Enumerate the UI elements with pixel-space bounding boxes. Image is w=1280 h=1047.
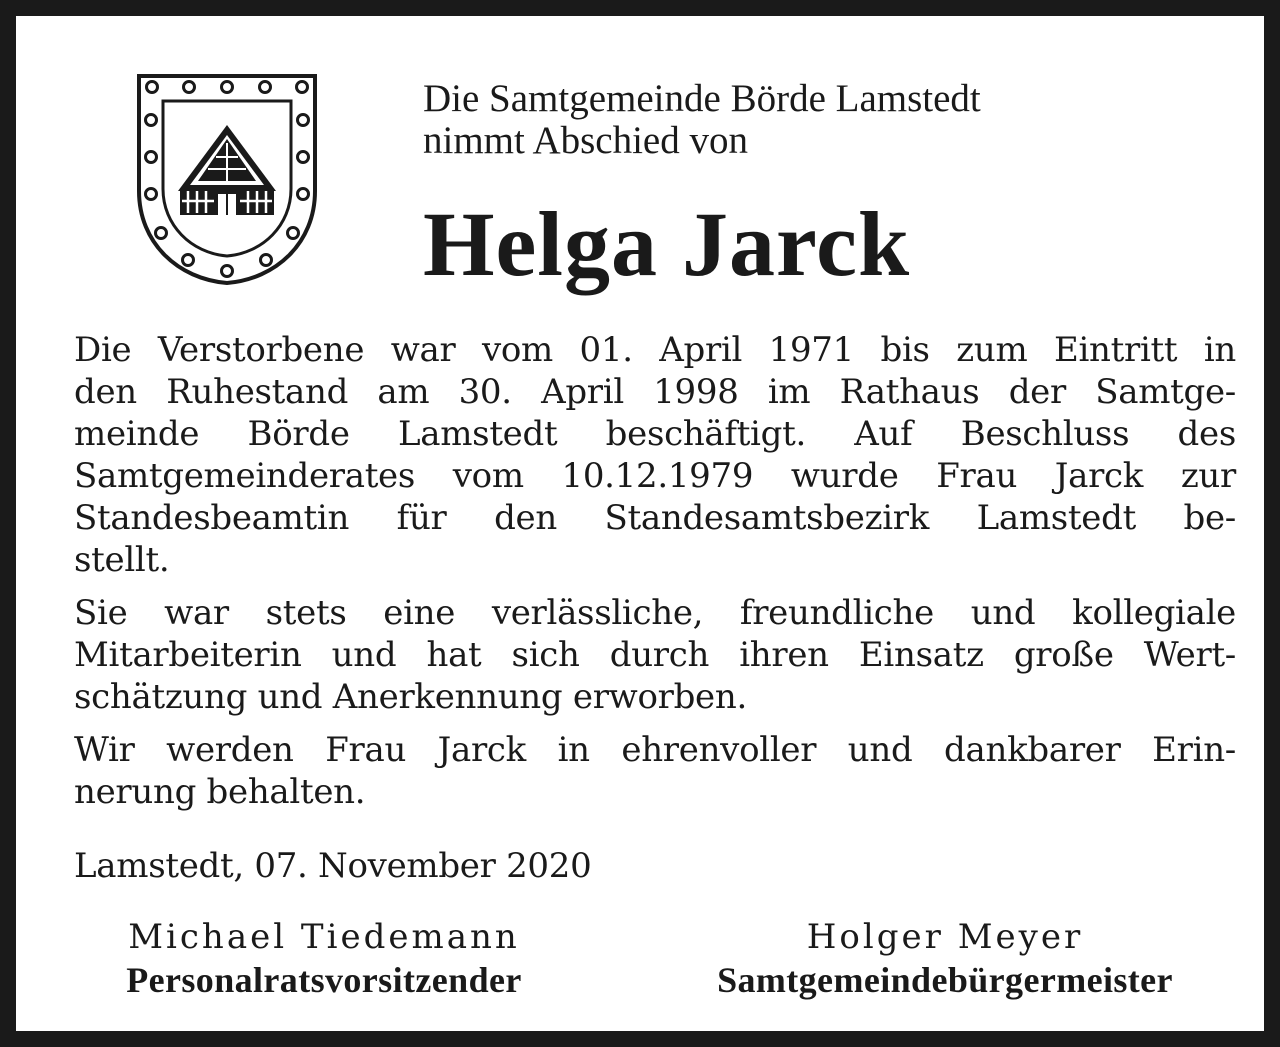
- intro-line-2: nimmt Abschied von: [423, 119, 748, 162]
- paragraph: [74, 729, 1236, 813]
- place-and-date: Lamstedt, 07. November 2020: [74, 846, 592, 886]
- text-line: Sie war stets eine verlässliche, freundliche und kollegiale: [74, 593, 1236, 633]
- text-line: Standesbeamtin für den Standesamtsbezirk Lamstedt be-: [74, 498, 1236, 538]
- signatory-name: Holger Meyer: [806, 917, 1084, 957]
- signatory-role: Personalratsvorsitzender: [126, 960, 522, 1000]
- text-line: Samtgemeinderates vom 10.12.1979 wurde Frau Jarck zur: [74, 456, 1236, 496]
- text-line: Mitarbeiterin und hat sich durch ihren Einsatz große Wert-: [74, 635, 1236, 675]
- body-text: [74, 329, 1236, 824]
- text-line: Die Verstorbene war vom 01. April 1971 bis zum Eintritt in: [74, 330, 1236, 370]
- text-line: den Ruhestand am 30. April 1998 im Rathaus der Samtge-: [74, 372, 1236, 412]
- text-line: stellt.: [74, 540, 170, 580]
- intro-line-1: Die Samtgemeinde Börde Lamstedt: [423, 77, 981, 120]
- coat-of-arms-icon: [136, 73, 318, 286]
- paragraph: [74, 592, 1236, 718]
- text-line: nerung behalten.: [74, 772, 366, 812]
- text-line: Wir werden Frau Jarck in ehrenvoller und dankbarer Erin-: [74, 730, 1236, 770]
- paragraph: [74, 329, 1236, 581]
- deceased-name: Helga Jarck: [423, 193, 911, 295]
- signature-right: [654, 914, 1236, 1000]
- signatory-role: Samtgemeindebürgermeister: [717, 960, 1173, 1000]
- signatory-name: Michael Tiedemann: [128, 917, 520, 957]
- intro-block: [423, 78, 981, 162]
- signature-left: [74, 914, 574, 1000]
- text-line: schätzung und Anerkennung erworben.: [74, 677, 747, 717]
- text-line: meinde Börde Lamstedt beschäftigt. Auf Beschluss des: [74, 414, 1236, 454]
